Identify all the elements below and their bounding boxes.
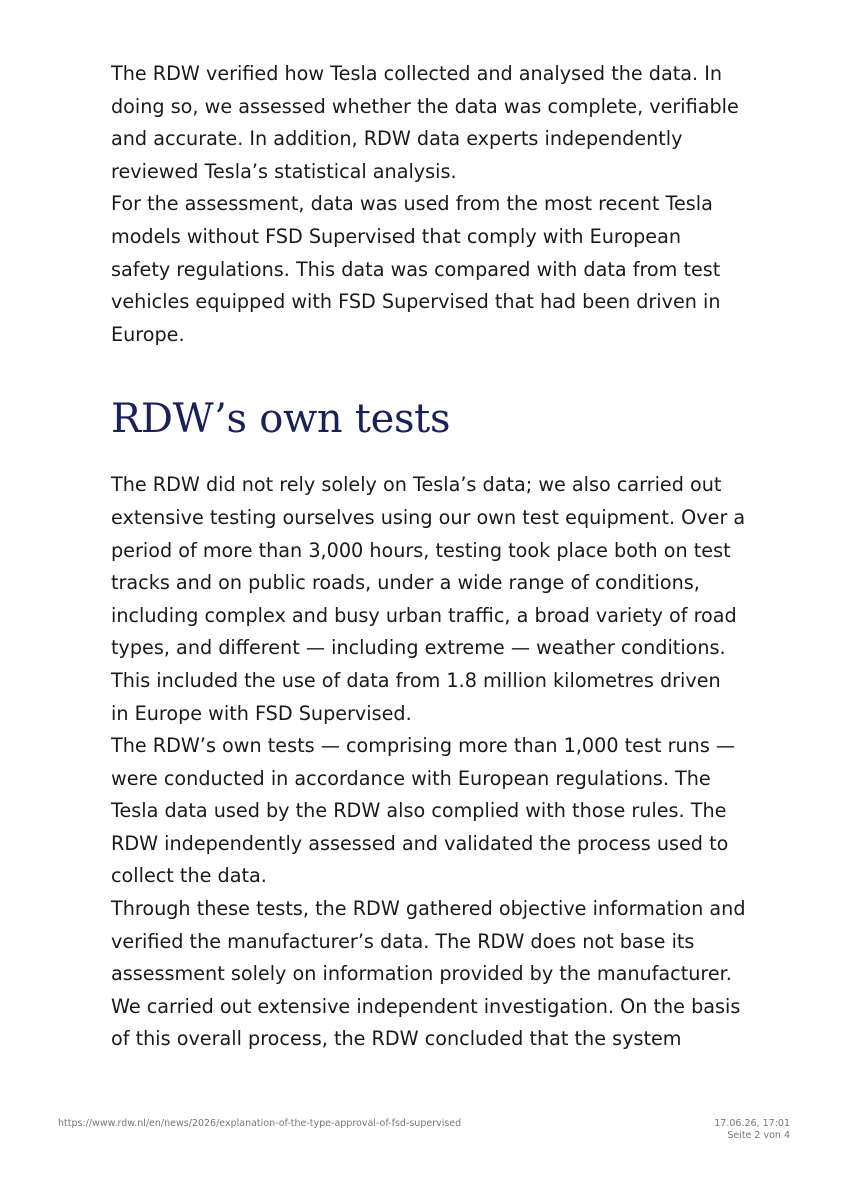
text-line: collect the data. <box>111 864 267 888</box>
paragraph <box>111 893 791 1056</box>
text-line: RDW independently assessed and validated the process used to <box>111 831 729 855</box>
text-line: assessment solely on information provided by the manufacturer. <box>111 962 732 986</box>
paragraph <box>111 730 791 893</box>
text-line: For the assessment, data was used from the most recent Tesla <box>111 192 713 216</box>
paragraph <box>111 58 791 188</box>
page-number: Seite 2 von 4 <box>727 1129 790 1141</box>
text-line: The RDW’s own tests — comprising more than 1,000 test runs — <box>111 734 736 758</box>
text-line: period of more than 3,000 hours, testing took place both on test <box>111 538 731 562</box>
text-line: including complex and busy urban traffic, a broad variety of road <box>111 603 737 627</box>
text-line: tracks and on public roads, under a wide range of conditions, <box>111 571 700 595</box>
print-datetime: 17.06.26, 17:01 <box>714 1118 790 1129</box>
text-line: Tesla data used by the RDW also complied with those rules. The <box>111 799 727 823</box>
text-line: Europe. <box>111 322 185 346</box>
text-line: The RDW did not rely solely on Tesla’s data; we also carried out <box>111 473 722 497</box>
text-line: Through these tests, the RDW gathered objective information and <box>111 897 746 921</box>
text-line: in Europe with FSD Supervised. <box>111 701 412 725</box>
footer-url-link[interactable]: https://www.rdw.nl/en/news/2026/explanation-of-the-type-approval-of-fsd-supervised <box>58 1118 462 1129</box>
text-line: vehicles equipped with FSD Supervised that had been driven in <box>111 290 721 314</box>
text-line: were conducted in accordance with European regulations. The <box>111 766 711 790</box>
text-line: of this overall process, the RDW concluded that the system <box>111 1027 682 1051</box>
text-line: verified the manufacturer’s data. The RDW does not base its <box>111 929 695 953</box>
text-line: reviewed Tesla’s statistical analysis. <box>111 159 457 183</box>
text-line: models without FSD Supervised that comply with European <box>111 224 682 248</box>
text-line: We carried out extensive independent investigation. On the basis <box>111 994 741 1018</box>
text-line: extensive testing ourselves using our own test equipment. Over a <box>111 505 746 529</box>
text-line: types, and different — including extreme — weather conditions. <box>111 636 726 660</box>
text-line: safety regulations. This data was compared with data from test <box>111 257 721 281</box>
text-line: doing so, we assessed whether the data was complete, verifiable <box>111 94 739 118</box>
paragraph <box>111 188 791 351</box>
article-body <box>111 58 791 1056</box>
footer-meta <box>714 1118 790 1141</box>
section-heading: RDW’s own tests <box>111 396 451 443</box>
text-line: This included the use of data from 1.8 million kilometres driven <box>111 668 721 692</box>
text-line: and accurate. In addition, RDW data experts independently <box>111 127 683 151</box>
text-line: The RDW verified how Tesla collected and analysed the data. In <box>111 62 723 85</box>
paragraph <box>111 469 791 730</box>
